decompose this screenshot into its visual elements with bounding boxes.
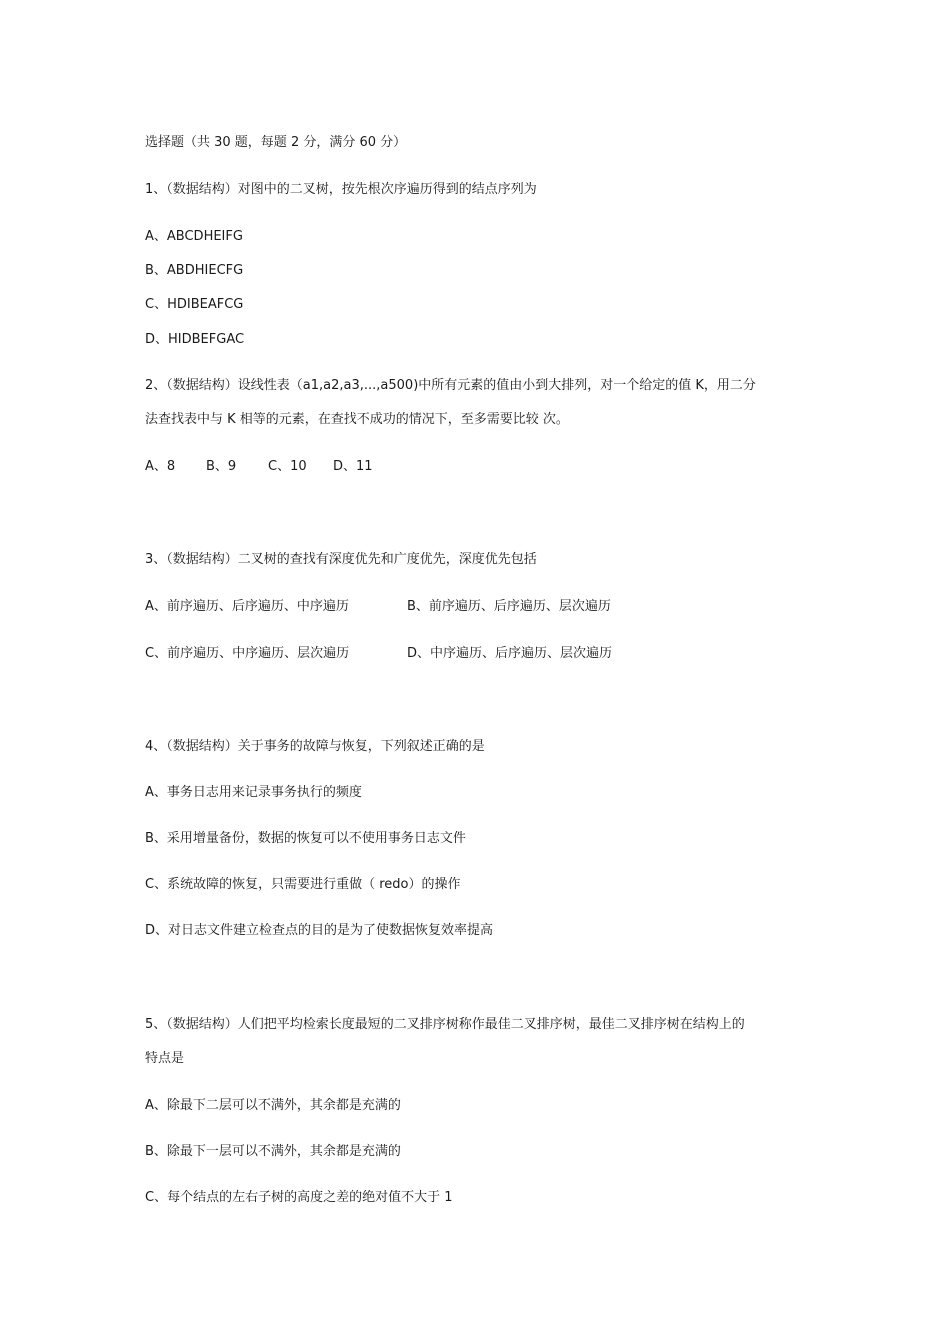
- question-4-stem: 4、（数据结构）关于事务的故障与恢复，下列叙述正确的是: [145, 739, 485, 754]
- question-2-stem-line-1: 2、（数据结构）设线性表（a1,a2,a3,...,a500)中所有元素的值由小到大排列，对一个给定的值 K，用二分: [145, 378, 756, 393]
- section-header: 选择题（共 30 题，每题 2 分，满分 60 分）: [145, 135, 407, 150]
- question-3-option-c: C、前序遍历、中序遍历、层次遍历: [145, 646, 350, 661]
- question-4-option-c: C、系统故障的恢复，只需要进行重做（ redo）的操作: [145, 877, 461, 892]
- question-1-option-a: A、ABCDHEIFG: [145, 229, 243, 244]
- question-3-options-row-1: [145, 598, 845, 616]
- question-2-option-a: A、8: [145, 459, 176, 474]
- question-5-stem-line-1: 5、（数据结构）人们把平均检索长度最短的二叉排序树称作最佳二叉排序树，最佳二叉排序树在结构上的: [145, 1017, 745, 1032]
- question-3-options-row-2: [145, 645, 845, 663]
- question-1-option-c: C、HDIBEAFCG: [145, 297, 244, 312]
- question-1-option-d: D、HIDBEFGAC: [145, 332, 245, 347]
- question-3-option-b: B、前序遍历、后序遍历、层次遍历: [407, 599, 611, 614]
- question-4-option-a: A、事务日志用来记录事务执行的频度: [145, 785, 362, 800]
- question-4-option-b: B、采用增量备份，数据的恢复可以不使用事务日志文件: [145, 831, 466, 846]
- question-3-option-d: D、中序遍历、后序遍历、层次遍历: [407, 646, 613, 661]
- question-2-option-d: D、11: [333, 459, 373, 474]
- question-5-option-b: B、除最下一层可以不满外，其余都是充满的: [145, 1144, 401, 1159]
- question-3-stem: 3、（数据结构）二叉树的查找有深度优先和广度优先，深度优先包括: [145, 552, 537, 567]
- question-4-option-d: D、对日志文件建立检查点的目的是为了使数据恢复效率提高: [145, 923, 494, 938]
- question-2-options: [145, 458, 845, 476]
- question-2-option-b: B、9: [206, 459, 237, 474]
- question-2-stem-line-2: 法查找表中与 K 相等的元素，在查找不成功的情况下，至多需要比较 次。: [145, 412, 569, 427]
- question-1-option-b: B、ABDHIECFG: [145, 263, 244, 278]
- question-1-stem: 1、（数据结构）对图中的二叉树，按先根次序遍历得到的结点序列为: [145, 182, 537, 197]
- question-5-stem-line-2: 特点是: [145, 1051, 185, 1066]
- question-5-option-c: C、每个结点的左右子树的高度之差的绝对值不大于 1: [145, 1190, 453, 1205]
- question-2-option-c: C、10: [268, 459, 307, 474]
- question-5-option-a: A、除最下二层可以不满外，其余都是充满的: [145, 1098, 401, 1113]
- question-3-option-a: A、前序遍历、后序遍历、中序遍历: [145, 599, 349, 614]
